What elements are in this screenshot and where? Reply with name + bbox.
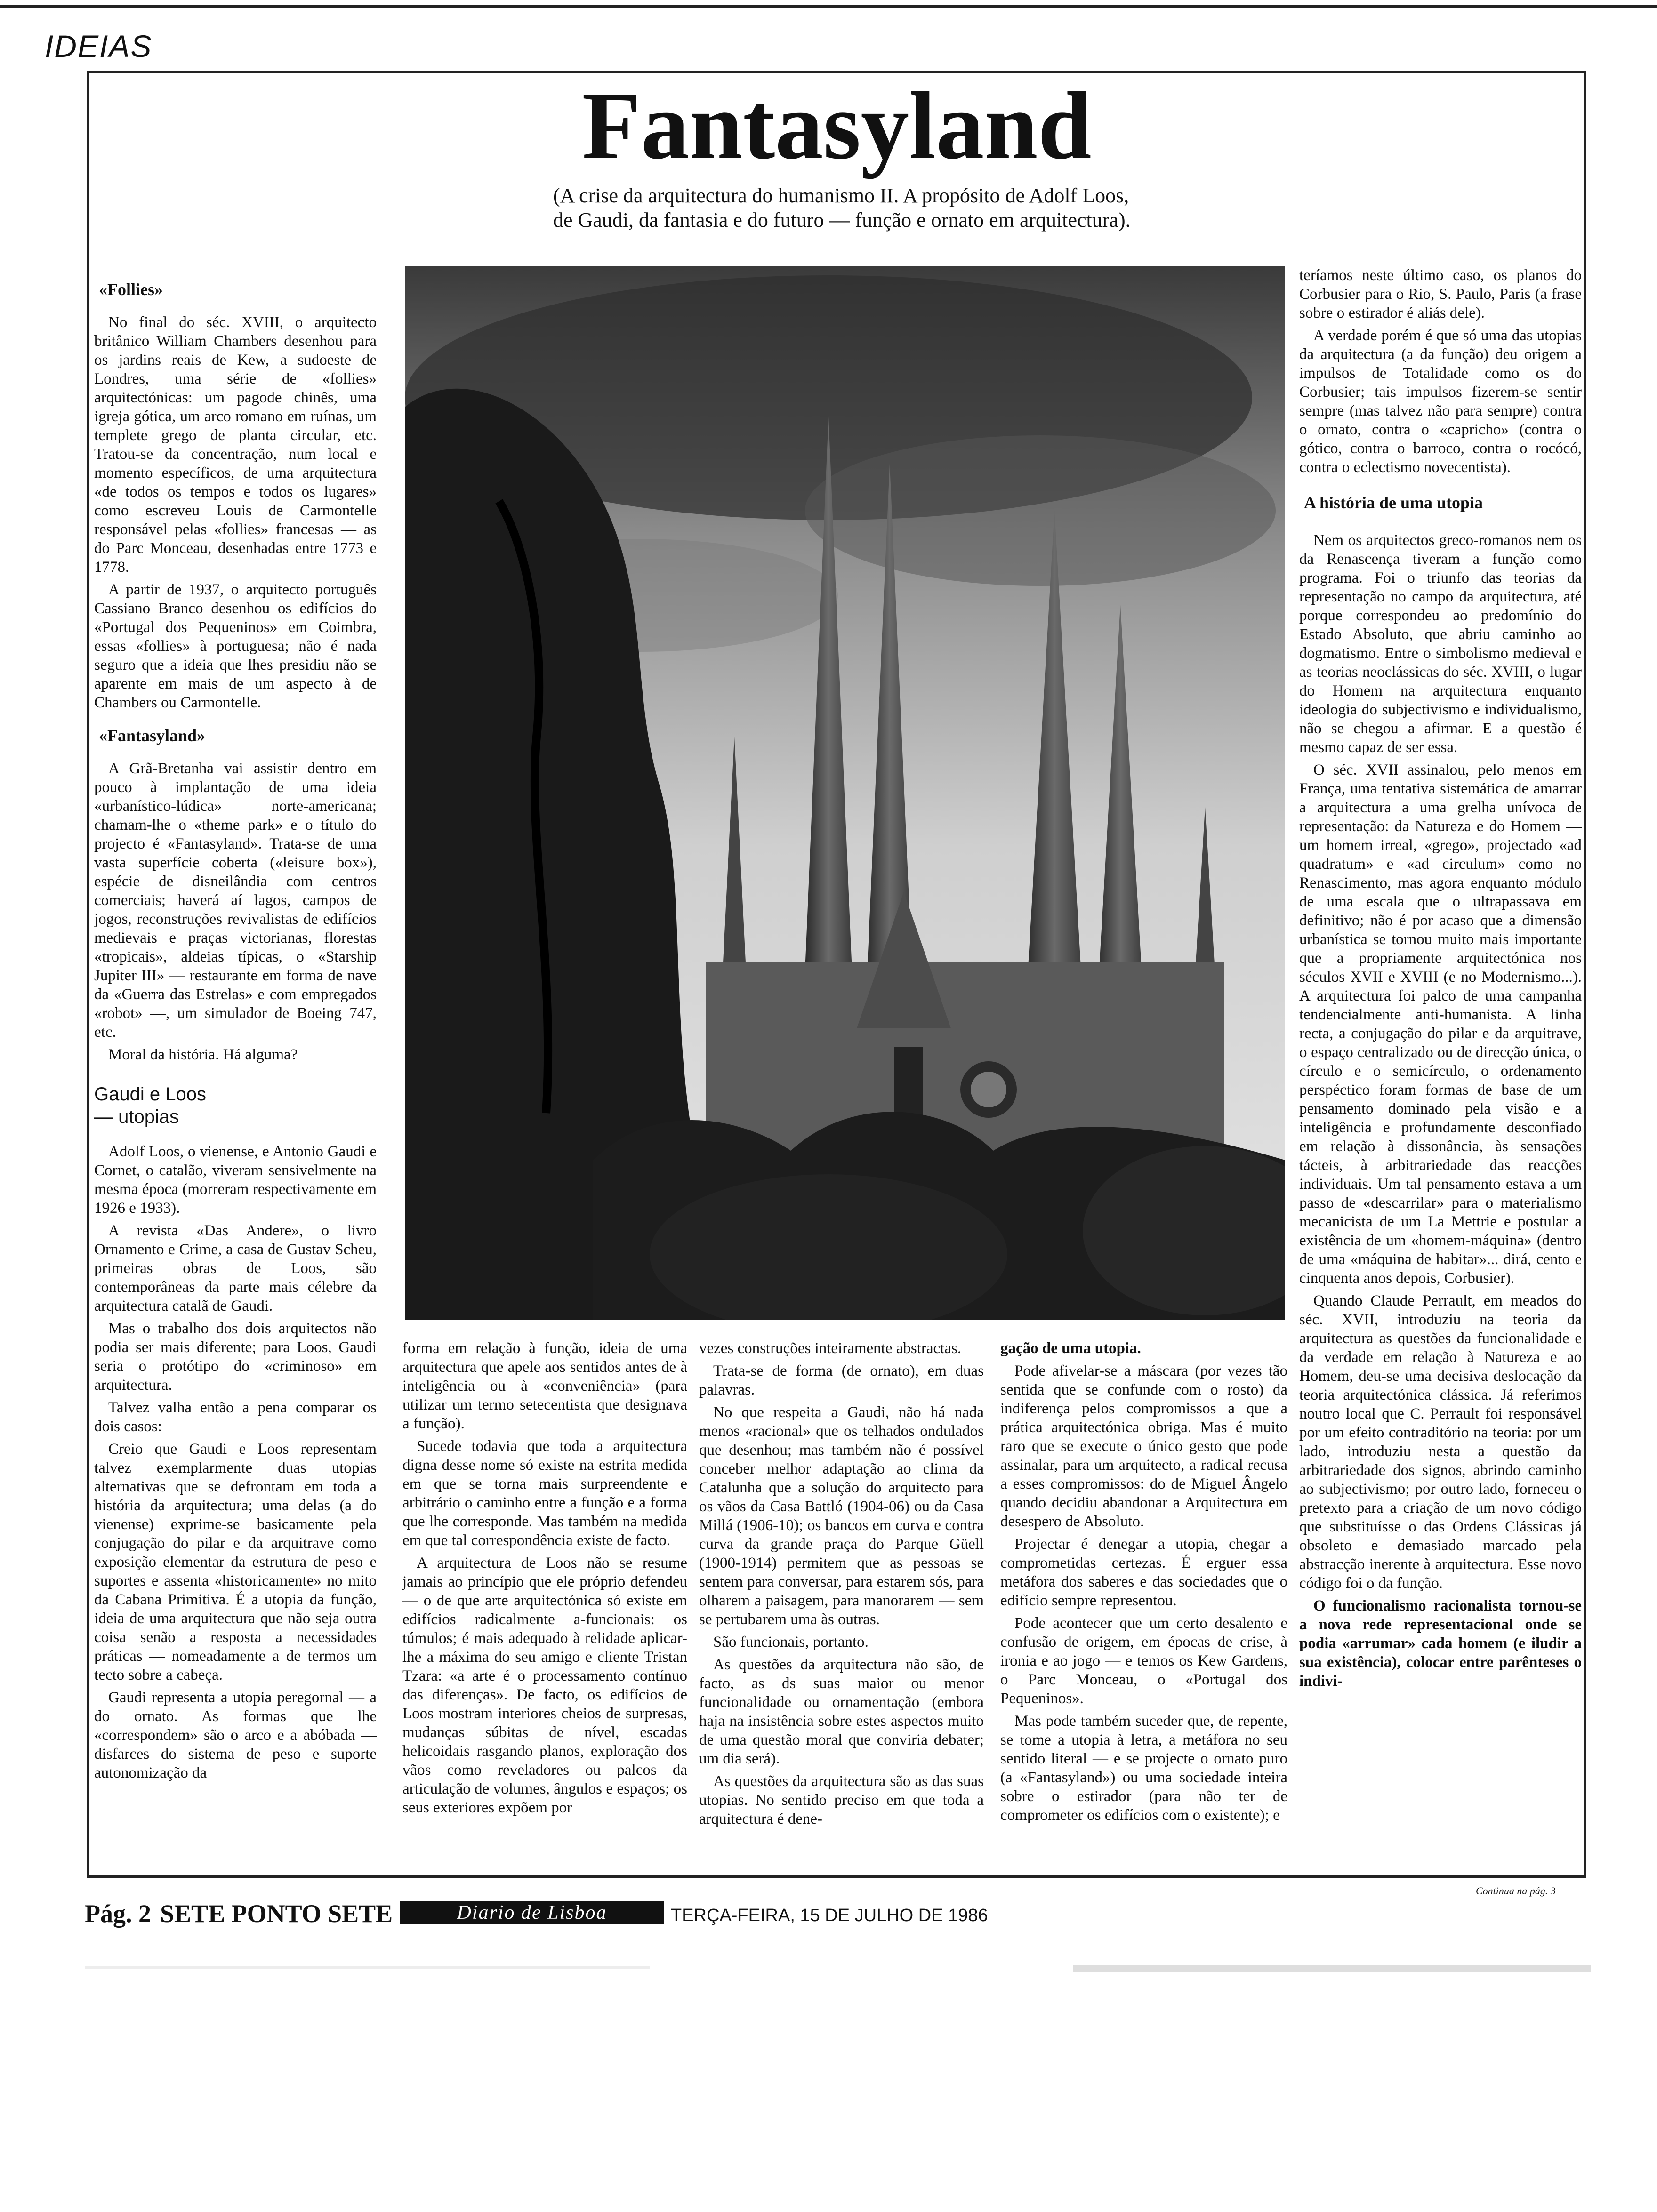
paragraph: As questões da arquitectura são as das suas utopias. No sentido preciso em que toda a arquitectura é dene- xyxy=(699,1773,984,1827)
subheadline: (A crise da arquitectura do humanismo II. A propósito de Adolf Loos, de Gaudi, da fantasia e do futuro — função e ornato em arquitectura). xyxy=(553,184,1131,232)
column-4 xyxy=(1000,1339,1287,1873)
column-2 xyxy=(402,1339,687,1873)
paragraph: Mas pode também suceder que, de repente, se tome a utopia à letra, a metáfora no seu sentido literal — e se projecte o ornato puro (a «Fantasyland») ou uma sociedade inteira sobre o estirador (para não ter de comprometer os edifícios com o existente); e xyxy=(1000,1713,1287,1824)
paragraph: A verdade porém é que só uma das utopias da arquitectura (a da função) deu origem a impulsos de Totalidade como os do Corbusier; tais impulsos fizerem-se sentir sempre (mas talvez não para sempre) contra o ornato, contra o «capricho» (contra o gótico, contra o barroco, contra o rocócó, contra o eclectismo novecentista). xyxy=(1299,327,1582,476)
paragraph: teríamos neste último caso, os planos do Corbusier para o Rio, S. Paulo, Paris (a frase sobre o estirador é aliás dele). xyxy=(1299,267,1582,321)
subhead-historia: A história de uma utopia xyxy=(1304,493,1483,512)
paragraph: gação de uma utopia. xyxy=(1000,1340,1141,1357)
continued-note: Continua na pág. 3 xyxy=(1476,1885,1556,1897)
paragraph: O séc. XVII assinalou, pelo menos em França, uma tentativa sistemática de amarrar a arquitectura a uma grelha unívoca de representação: da Natureza e do Homem — um homem irreal, «grego», projectado «ad quadratum» e «ad circulum» como no Renascimento, mas agora enquanto módulo de uma escala que o ultrapassava em definitivo; não é por acaso que a dimensão urbanística se tornou muito mais importante que a propriamente arquitectónica nos séculos XVII e XVIII (e no Modernismo...). A arquitectura foi palco de uma campanha tendencialmente anti-humanista. A linha recta, a conjugação do pilar e da arquitrave, o espaço centralizado ou de direcção única, o círculo e o semicírculo, o ordenamento perspéctico foram formas de base de um pensamento dominado pela visão e a inteligência e profundamente desconfiado em relação à dissonância, às sensações tácteis, à arbitrariedade das reacções individuais. Um tal pensamento estava a um passo de «descarrilar» para o materialismo mecanicista de um La Mettrie e postular a existência de um «homem-máquina» (dentro de uma «máquina de habitar»... dirá, cento e cinquenta anos depois, Corbusier). xyxy=(1299,761,1582,1287)
section-label: IDEIAS xyxy=(45,29,153,64)
column-3 xyxy=(699,1339,984,1873)
paragraph: São funcionais, portanto. xyxy=(713,1634,869,1651)
paragraph: Adolf Loos, o vienense, e Antonio Gaudi e Cornet, o catalão, viveram sensivelmente na mesma época (morreram respectivamente em 1926 e 1933). xyxy=(94,1143,377,1217)
column-1 xyxy=(94,266,377,1866)
newspaper-masthead: Diario de Lisboa xyxy=(400,1901,664,1924)
paragraph: Moral da história. Há alguma? xyxy=(108,1046,298,1063)
footer xyxy=(85,1899,1591,1927)
subhead-gaudi-line1: Gaudi e Loos xyxy=(94,1084,206,1105)
paragraph: A partir de 1937, o arquitecto português Cassiano Branco desenhou os edifícios do «Portugal dos Pequeninos» em Coimbra, essas «follies» à portuguesa; não é nada seguro que a ideia que lhes presidiu não se aparente em mais de um aspecto à de Chambers ou Carmontelle. xyxy=(94,581,377,711)
footer-section: SETE PONTO SETE xyxy=(160,1899,393,1928)
page-number: Pág. 2 xyxy=(85,1899,151,1928)
paragraph: Nem os arquitectos greco-romanos nem os da Renascença tiveram a função como programa. Foi o triunfo das teorias da representação no campo da arquitectura, até porque correspondeu ao predomínio do Estado Absoluto, que abriu caminho ao dogmatismo. Entre o simbolismo medieval e as teorias neoclássicas do séc. XVIII, o lugar do Homem na arquitectura enquanto ideologia do subjectivismo e individualismo, não se chegou a afirmar. E a questão é mesmo capaz de ser essa. xyxy=(1299,532,1582,756)
paragraph: A Grã-Bretanha vai assistir dentro em pouco à implantação de uma ideia «urbanístico-lúdica» norte-americana; chamam-lhe o «theme park» e o título do projecto é «Fantasyland». Trata-se de uma vasta superfície coberta («leisure box»), espécie de disneilândia com centros comerciais; haverá aí lagos, campos de jogos, reconstruções revivalistas de edifícios medievais e praças victorianas, florestas «tropicais», aldeias típicas, o «Starship Jupiter III» — restaurante em forma de nave da «Guerra das Estrelas» e com empregados «robot» —, um simulador de Boeing 747, etc. xyxy=(94,760,377,1041)
dateline: TERÇA-FEIRA, 15 DE JULHO DE 1986 xyxy=(671,1906,988,1925)
subhead-gaudi-loos xyxy=(94,1083,377,1128)
subhead-gaudi-line2: — utopias xyxy=(94,1106,179,1127)
subhead-fantasyland: «Fantasyland» xyxy=(99,726,206,745)
paragraph: Pode afivelar-se a máscara (por vezes tão sentida que se confunde com o rosto) da indiferença pelos compromissos a que a prática arquitectónica obriga. Mas é muito raro que se execute o único gesto que pode assinalar, para um arquitecto, a radical recusa a esses compromissos: do de Miguel Ângelo quando decidiu abandonar a Arquitectura em desespero de Absoluto. xyxy=(1000,1362,1287,1530)
paragraph: A revista «Das Andere», o livro Ornamento e Crime, a casa de Gustav Scheu, primeiras obras de Loos, são contemporâneas da parte mais célebre da arquitectura catalã de Gaudi. xyxy=(94,1222,377,1314)
sagrada-familia-photo xyxy=(405,266,1285,1320)
top-rule xyxy=(0,0,1657,8)
paragraph: Pode acontecer que um certo desalento e confusão de origem, em épocas de crise, à ironia e ao jogo — e temos os Kew Gardens, o Parc Monceau, o «Portugal dos Pequeninos». xyxy=(1000,1615,1287,1707)
paragraph: A arquitectura de Loos não se resume jamais ao princípio que ele próprio defendeu — o de que arte arquitectónica só existe em edifícios radicalmente a-funcionais: os túmulos; é mais adequado à relidade aplicar-lhe a máxima do seu amigo e cliente Tristan Tzara: «a arte é o processamento contínuo das diferenças». De facto, os edifícios de Loos mostram interiores cheios de surpresas, mudanças súbitas de nível, escadas helicoidais rasgando planos, exploração dos vãos como reveladores ou palcos da articulação de volumes, ângulos e espaços; os seus exteriores expõem por xyxy=(402,1555,687,1816)
paragraph: O funcionalismo racionalista tornou-se a nova rede representacional onde se podia «arrumar» cada homem (e iludir a sua existência), colocar entre parênteses o indivi- xyxy=(1299,1597,1582,1690)
paragraph: Trata-se de forma (de ornato), em duas palavras. xyxy=(699,1362,984,1398)
paragraph: Projectar é denegar a utopia, chegar a comprometidas certezas. É erguer essa metáfora dos saberes e das sociedades que o edifício sempre representou. xyxy=(1000,1536,1287,1609)
paragraph: No final do séc. XVIII, o arquitecto britânico William Chambers desenhou para os jardins reais de Kew, a sudoeste de Londres, uma série de «follies» arquitectónicas: um pagode chinês, uma igreja gótica, um arco romano em ruínas, um templete grego de planta circular, etc. Tratou-se da concentração, num local e momento específicos, de uma arquitectura «de todos os tempos e todos os lugares» como escreveu Louis de Carmontelle responsável pelas «follies» francesas — as do Parc Monceau, desenhadas entre 1773 e 1778. xyxy=(94,314,377,576)
paragraph: Creio que Gaudi e Loos representam talvez exemplarmente duas utopias alternativas que se defrontam em toda a história da arquitectura; uma delas (a do vienense) exprime-se basicamente pela conjugação do pilar e da arquitrave como exposição elementar da estrutura de peso e suportes e assenta «historicamente» no mito da Cabana Primitiva. É a utopia da função, ideia de uma arquitectura que não seja outra coisa senão a resposta a necessidades práticas — nomeadamente a de termos um tecto sobre a cabeça. xyxy=(94,1441,377,1683)
paragraph: As questões da arquitectura não são, de facto, as ds suas maior ou menor funcionalidade ou ornamentação (embora haja na insistência sobre estes aspectos muito de uma questão moral que conviria debater; um dia será). xyxy=(699,1656,984,1767)
cathedral-illustration xyxy=(405,266,1285,1320)
column-5 xyxy=(1299,266,1582,1861)
paragraph: No que respeita a Gaudi, não há nada menos «racional» que os telhados ondulados que desenhou; mas também não é possível conceber melhor adaptação ao clima da Catalunha que a solução do arquitecto para os vãos da Casa Battló (1904-06) ou da Casa Millá (1906-10); os bancos em curva e contra curva da grande praça do Parque Güell (1900-1914) permitem que as pessoas se sentem para conversar, para estarem sós, para olharem a paisagem, para manorarem — sem se pertubarem uma às outras. xyxy=(699,1404,984,1628)
paragraph: Mas o trabalho dos dois arquitectos não podia ser mais diferente; para Loos, Gaudi seria o protótipo do «criminoso» em arquitectura. xyxy=(94,1320,377,1394)
bleed-through-texture xyxy=(85,1963,1591,1977)
paragraph: forma em relação à função, ideia de uma arquitectura que apele aos sentidos antes de à inteligência ou à «conveniência» (para utilizar um termo setecentista que designava a função). xyxy=(402,1340,687,1432)
subhead-follies: «Follies» xyxy=(99,280,163,299)
headline: Fantasyland xyxy=(582,72,1092,179)
paragraph: Talvez valha então a pena comparar os dois casos: xyxy=(94,1399,377,1435)
paragraph: Sucede todavia que toda a arquitectura digna desse nome só existe na estrita medida em que se torna mais surpreendente e arbitrário o caminho entre a função e a forma que lhe corresponde. Mas também na medida em que tal correspondência existe de facto. xyxy=(402,1438,687,1549)
paragraph: Quando Claude Perrault, em meados do séc. XVII, introduziu na teoria da arquitectura as questões da funcionalidade e da verdade em relação à Natureza e ao Homem, deu-se uma decisiva deslocação da teoria arquitectónica clássica. Já referimos noutro local que C. Perrault foi responsável por um efeito contraditório na teoria: por um lado, introduziu nesta a questão da arbitrariedade dos signos, abrindo caminho ao subjectivismo; por outro lado, forneceu o pretexto para a criação de um novo código que substituísse o das Ordens Clássicas já obsoleto e demasiado marcado pela abstracção inerente à arquitectura. Esse novo código foi o da função. xyxy=(1299,1292,1582,1592)
paragraph: vezes construções inteiramente abstractas. xyxy=(699,1340,962,1357)
paragraph: Gaudi representa a utopia peregornal — a do ornato. As formas que lhe «correspondem» são o arco e a abóbada — disfarces do sistema de peso e suporte autonomização da xyxy=(94,1689,377,1781)
